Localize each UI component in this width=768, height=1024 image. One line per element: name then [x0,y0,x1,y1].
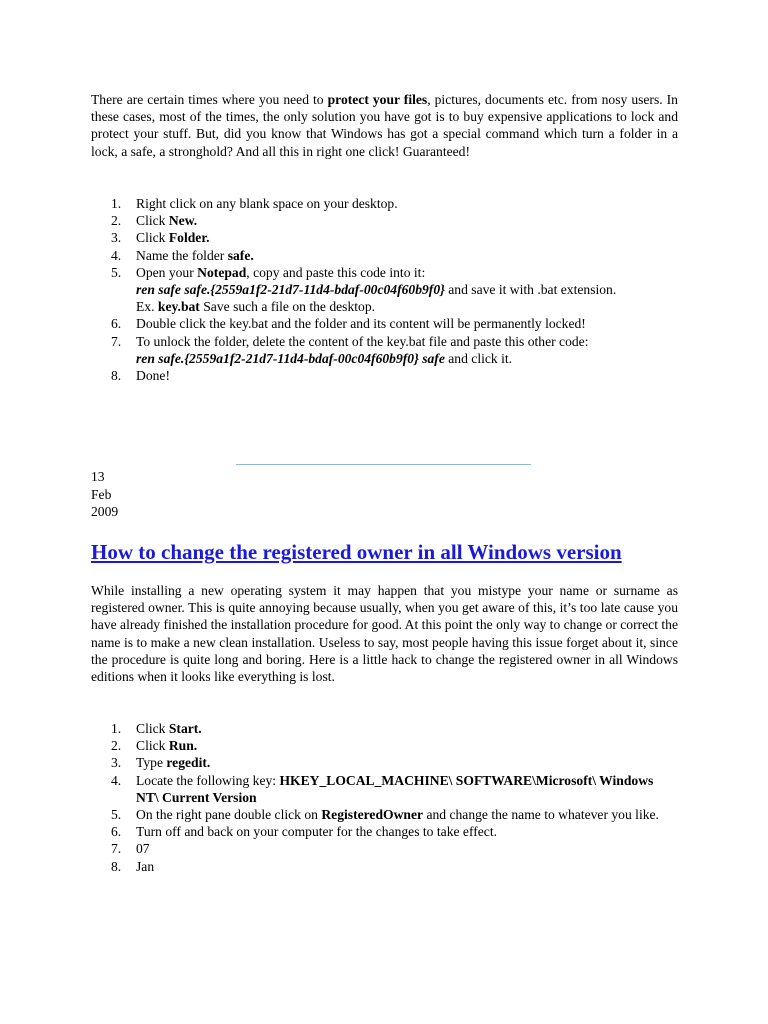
list-item: 2. Click New. [111,213,198,229]
post-title-link[interactable]: How to change the registered owner in all Windows version [91,540,622,564]
intro-paragraph [91,91,678,160]
post-title [91,539,622,565]
list-item: 8. Done! [111,368,170,384]
list-item: 2. Click Run. [111,738,198,754]
registered-owner-steps [91,720,678,875]
list-item: 1. Right click on any blank space on your desktop. [111,196,398,211]
steps-list-1 [91,195,678,384]
list-item: 7. 07 [111,841,150,857]
intro-bold-phrase: protect your files [327,92,428,107]
body-block [91,582,678,685]
intro-block [91,91,678,160]
list-item: 6. Turn off and back on your computer for the changes to take effect. [111,824,498,840]
list-item: 5. On the right pane double click on RegisteredOwner and change the name to whatever you like. [111,807,659,823]
section-divider [236,464,531,465]
date-year: 2009 [91,504,119,519]
intro-text-start: There are certain times where you need to [91,92,328,107]
list-item: 4. Name the folder safe. [111,247,254,263]
list-item: 7. To unlock the folder, delete the content of the key.bat file and paste this other code: ren safe.{2559a1f2-21d7-11d4-bdaf-00c04f60b9f0} safe and click it. [111,333,589,366]
lock-folder-steps [91,195,678,384]
list-item: 4. Locate the following key: HKEY_LOCAL_MACHINE\ SOFTWARE\Microsoft\ Windows NT\ Current Version [111,772,654,805]
lock-code: ren safe safe.{2559a1f2-21d7-11d4-bdaf-00c04f60b9f0} [136,282,445,298]
list-item: 6. Double click the key.bat and the folder and its content will be permanently locked! [111,316,586,332]
list-item: 3. Type regedit. [111,755,211,771]
list-item: 8. Jan [111,858,155,874]
unlock-code: ren safe.{2559a1f2-21d7-11d4-bdaf-00c04f60b9f0} safe [136,350,445,366]
list-item: 3. Click Folder. [111,230,210,246]
steps-list-2 [91,720,678,875]
list-item: 1. Click Start. [111,721,202,736]
date-day: 13 [91,469,105,484]
list-item: 5. Open your Notepad, copy and paste this code into it: ren safe safe.{2559a1f2-21d7-11d4-bdaf-00c04f60b9f0} and save it with .bat extension. Ex. key.bat Save such a file on the desktop. [111,264,617,315]
post-date [91,468,118,521]
body-paragraph: While installing a new operating system it may happen that you mistype your name or surname as registered owner. This is quite annoying because usually, when you get aware of this, it’s too late cause you have already finished the installation procedure for good. At this point the only way to change or correct the name is to make a new clean installation. Useless to say, most people having this issue forget about it, since the procedure is quite long and boring. Here is a little hack to change the registered owner in all Windows editions when it looks like everything is lost. [91,583,678,685]
registry-key: HKEY_LOCAL_MACHINE\ SOFTWARE\Microsoft\ Windows NT\ Current Version [136,772,654,805]
date-month: Feb [91,486,112,502]
intro-text-end: , pictures, documents etc. from nosy users. In these cases, most of the times, the only solution you have got is to buy expensive applications to lock and protect your stuff. But, did you know that Windows has got a special command which turn a folder in a lock, a safe, a stronghold? And all this in right one click! Guaranteed! [91,92,678,159]
